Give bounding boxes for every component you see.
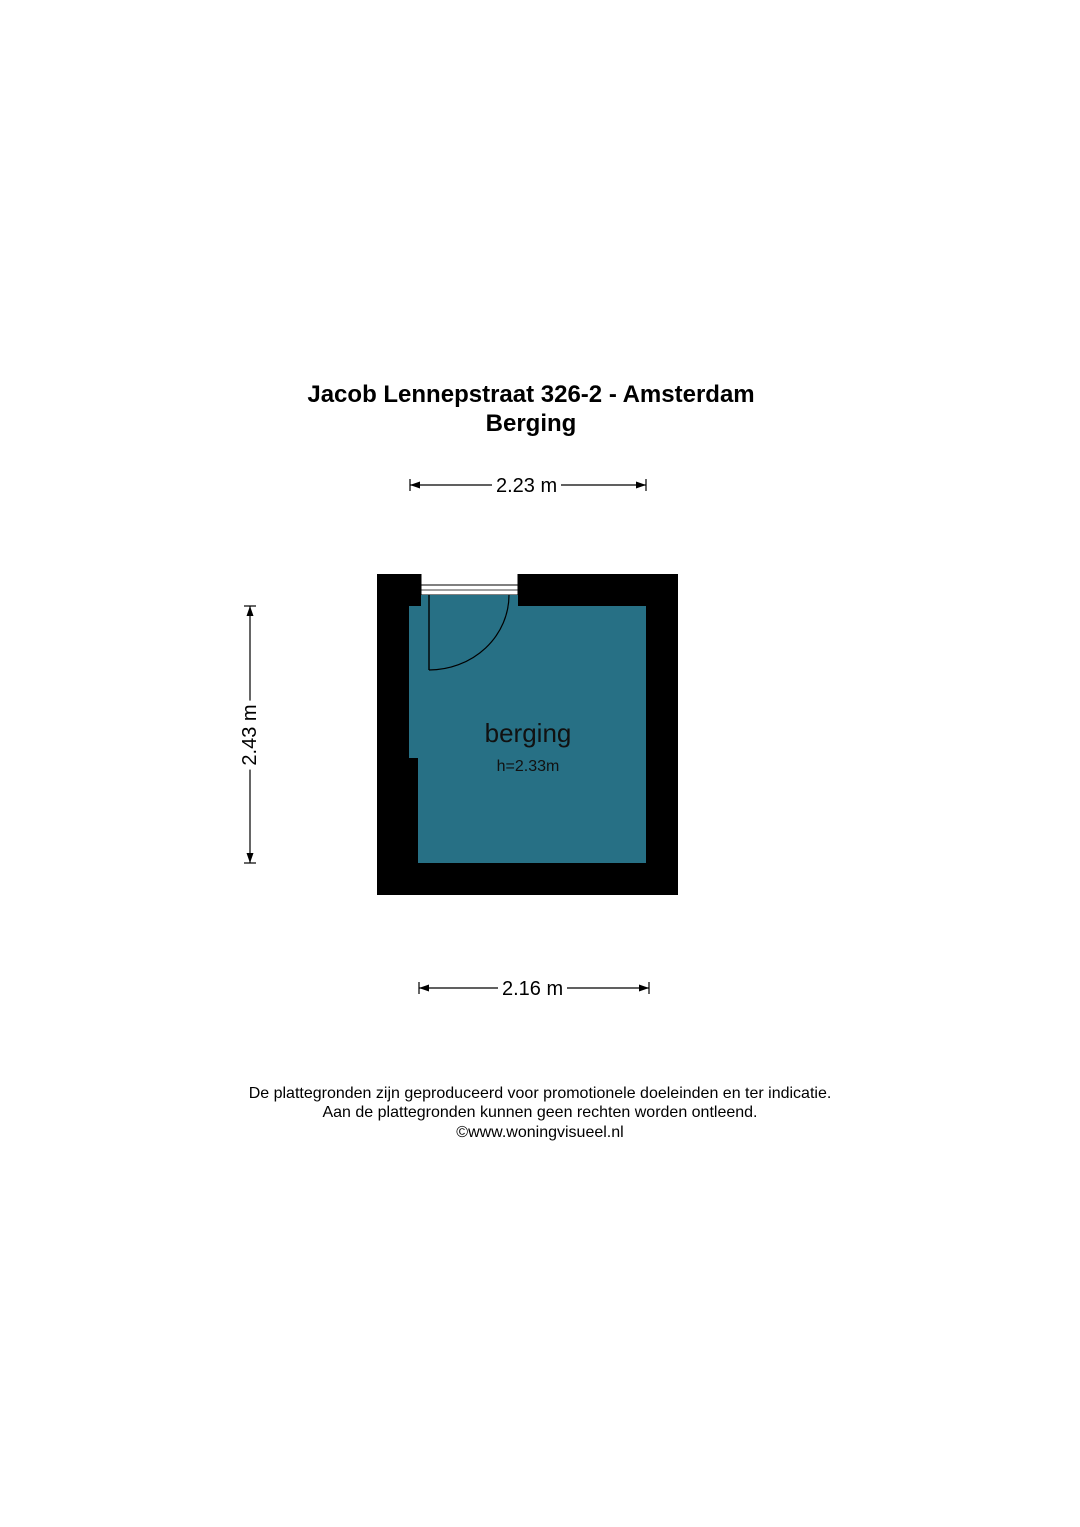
- plan-title-address: Jacob Lennepstraat 326-2 - Amsterdam: [307, 381, 755, 408]
- disclaimer-line-1: De plattegronden zijn geproduceerd voor promotionele doeleinden en ter indicatie.: [248, 1085, 832, 1102]
- door-opening: [421, 574, 518, 606]
- room-height-label: h=2.33m: [496, 758, 560, 775]
- room-name-label: berging: [484, 718, 572, 748]
- copyright-line: ©www.woningvisueel.nl: [456, 1124, 624, 1141]
- plan-title-floor: Berging: [485, 410, 577, 437]
- dimension-bottom-label: 2.16 m: [498, 977, 567, 1001]
- dimension-top-label: 2.23 m: [492, 474, 561, 498]
- disclaimer-line-2: Aan de plattegronden kunnen geen rechten worden ontleend.: [322, 1104, 758, 1121]
- dimension-left-label: 2.43 m: [238, 700, 262, 769]
